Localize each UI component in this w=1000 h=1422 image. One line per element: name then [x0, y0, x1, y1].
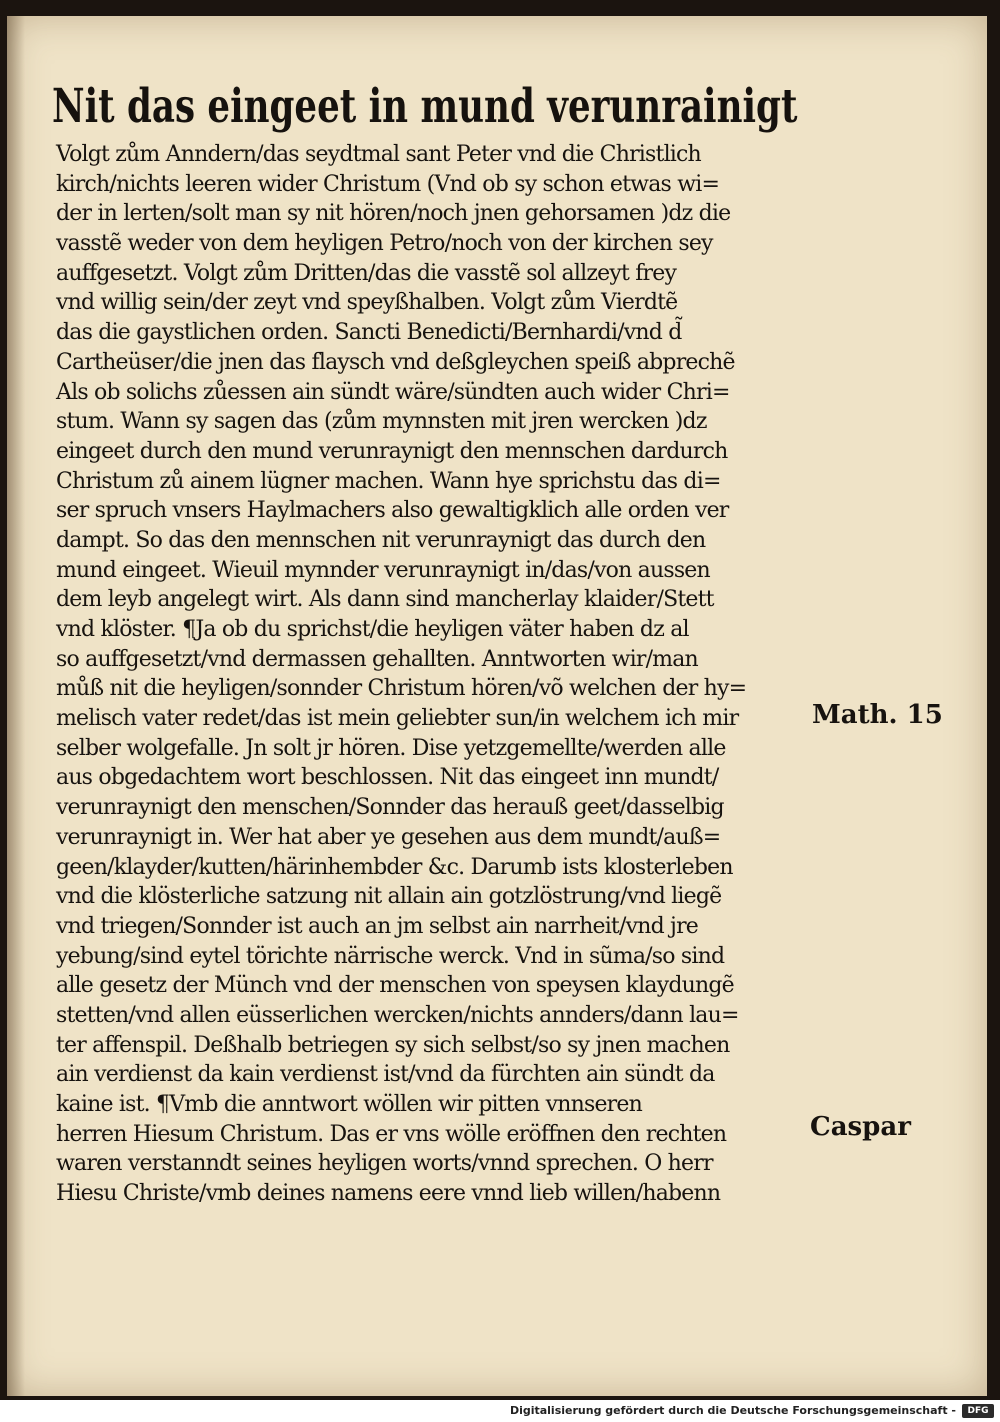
text-line: waren verstanndt seines heyligen worts/vnnd sprechen. O herr [56, 1151, 713, 1177]
text-line: vnd triegen/Sonnder ist auch an jm selbst ain narrheit/vnd jre [56, 913, 699, 939]
text-line: dem leyb angelegt wirt. Als dann sind mancherlay klaider/Stett [56, 587, 714, 613]
text-line: kaine ist. ¶Vmb die anntwort wöllen wir pitten vnnseren [56, 1092, 642, 1117]
text-line: Volgt zům Anndern/das seydtmal sant Peter vnd die Christlich [56, 142, 701, 167]
page-gutter-shadow [7, 16, 25, 1396]
text-line: selber wolgefalle. Jn solt jr hören. Dise yetzgemellte/werden alle [56, 735, 726, 761]
text-line: Christum zů ainem lügner machen. Wann hye sprichstu das di= [56, 468, 721, 494]
text-line: geen/klayder/kutten/härinhembder &c. Darumb ists klosterleben [56, 854, 733, 880]
text-line: das die gaystlichen orden. Sancti Benedicti/Bernhardi/vnd d̃ [56, 320, 682, 346]
digitization-footer [0, 1400, 1000, 1422]
text-line: dampt. So das den mennschen nit verunraynigt das durch den [56, 527, 706, 553]
text-line: vasstẽ weder von dem heyligen Petro/noch von der kirchen sey [56, 231, 713, 257]
footer-credit: Digitalisierung gefördert durch die Deutsche Forschungsgemeinschaft - [509, 1404, 956, 1417]
text-line: mund eingeet. Wieuil mynnder verunraynigt in/das/von aussen [56, 557, 710, 583]
body-text [56, 140, 796, 1209]
text-line: verunraynigt den menschen/Sonnder das herauß geet/dasselbig [56, 795, 724, 821]
text-line: můß nit die heyligen/sonnder Christum hören/võ welchen der hy= [56, 676, 747, 702]
text-line: ser spruch vnsers Haylmachers also gewaltigklich alle orden ver [56, 498, 729, 524]
text-line: kirch/nichts leeren wider Christum (Vnd ob sy schon etwas wi= [56, 171, 720, 197]
text-line: stum. Wann sy sagen das (zům mynnsten mit jren wercken )dz [56, 409, 707, 435]
text-line: ain verdienst da kain verdienst ist/vnd da fürchten ain sündt da [56, 1062, 715, 1088]
text-line: der in lerten/solt man sy nit hören/noch jnen gehorsamen )dz die [56, 201, 731, 227]
text-line: Cartheüser/die jnen das flaysch vnd deßgleychen speiß abprechẽ [56, 349, 735, 375]
text-line: melisch vater redet/das ist mein geliebter sun/in welchem ich mir [56, 706, 739, 732]
text-line: Hiesu Christe/vmb deines namens eere vnnd lieb willen/habenn [56, 1181, 721, 1207]
marginal-note-catchword: Caspar [810, 1112, 911, 1142]
dfg-logo: DFG [962, 1404, 994, 1418]
text-line: yebung/sind eytel törichte närrische werck. Vnd in sũma/so sind [56, 943, 725, 969]
text-line: vnd willig sein/der zeyt vnd speyßhalben. Volgt zům Vierdtẽ [56, 290, 678, 316]
text-line: ter affenspil. Deßhalb betriegen sy sich selbst/so sy jnen machen [56, 1032, 730, 1058]
text-line: aus obgedachtem wort beschlossen. Nit das eingeet inn mundt/ [56, 765, 719, 791]
page-heading: Nit das eingeet in mund verunrainigt [52, 79, 798, 134]
text-line: eingeet durch den mund verunraynigt den mennschen dardurch [56, 438, 728, 464]
text-line: auffgesetzt. Volgt zům Dritten/das die vasstẽ sol allzeyt frey [56, 260, 677, 286]
text-line: herren Hiesum Christum. Das er vns wölle eröffnen den rechten [56, 1121, 727, 1147]
text-line: Als ob solichs zůessen ain sündt wäre/sündten auch wider Chri= [56, 379, 730, 405]
text-line: stetten/vnd allen eüsserlichen wercken/nichts annders/dann lau= [56, 1002, 739, 1028]
marginal-note-math: Math. 15 [812, 700, 943, 730]
text-line: alle gesetz der Münch vnd der menschen von speysen klaydungẽ [56, 973, 734, 999]
text-line: vnd klöster. ¶Ja ob du sprichst/die heyligen väter haben dz al [56, 617, 689, 642]
text-line: so auffgesetzt/vnd dermassen gehallten. Anntworten wir/man [56, 646, 698, 672]
text-line: verunraynigt in. Wer hat aber ye gesehen aus dem mundt/auß= [56, 824, 721, 850]
text-line: vnd die klösterliche satzung nit allain ain gotzlöstrung/vnd liegẽ [56, 884, 722, 910]
